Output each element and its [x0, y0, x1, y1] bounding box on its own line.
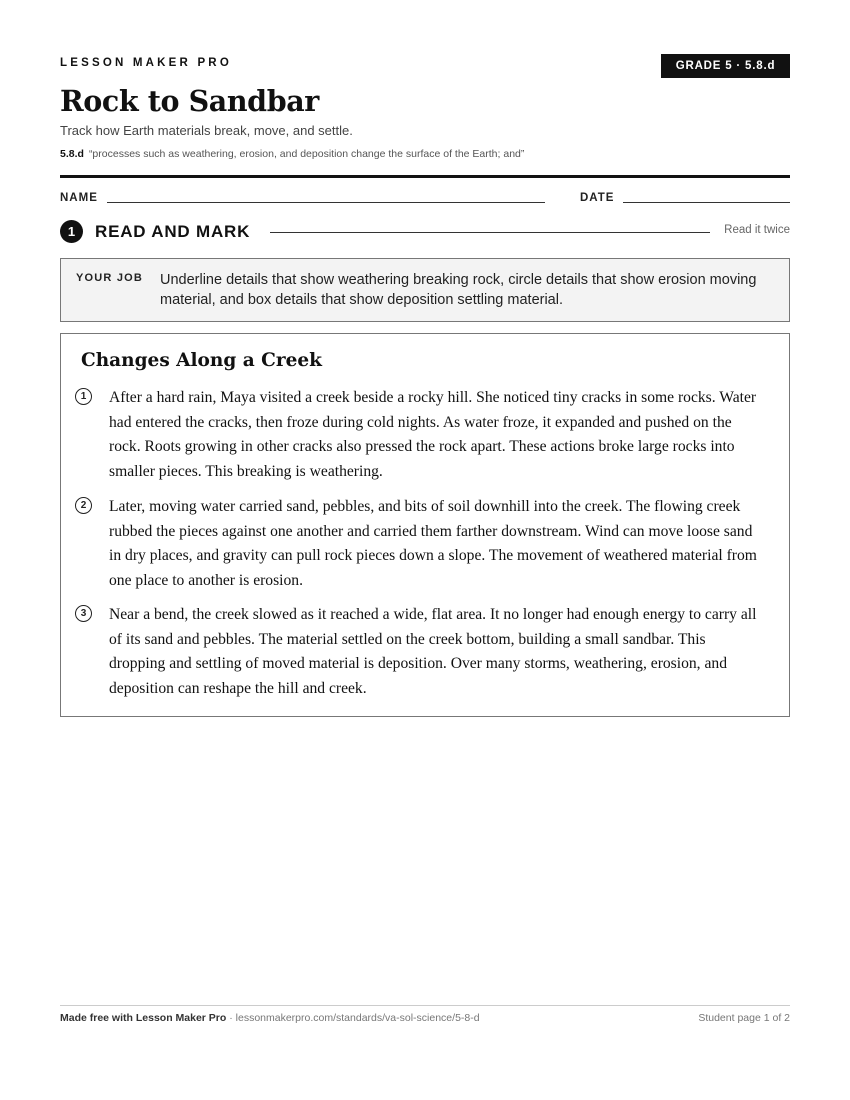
- section-title: READ AND MARK: [95, 222, 251, 241]
- standard-text: “processes such as weathering, erosion, and deposition change the surface of the Earth; and”: [88, 148, 525, 160]
- reading-passage: [60, 333, 790, 717]
- name-field[interactable]: [107, 202, 545, 203]
- standard-line: [60, 148, 524, 160]
- instruction-label: YOUR JOB: [76, 272, 144, 284]
- date-label: DATE: [580, 192, 615, 204]
- section-heading: [60, 220, 790, 244]
- section-number-badge: 1: [60, 220, 83, 243]
- date-field[interactable]: [623, 202, 790, 203]
- footer-made-with: Made free with Lesson Maker Pro: [60, 1012, 227, 1024]
- section-note: Read it twice: [724, 224, 790, 236]
- page-title: Rock to Sandbar: [60, 84, 319, 118]
- paragraph-number-badge: 2: [75, 497, 92, 514]
- instruction-text: Underline details that show weathering breaking rock, circle details that show erosion moving material, and box details that show deposition settling material.: [160, 272, 757, 308]
- header-divider: [60, 175, 790, 178]
- passage-title: Changes Along a Creek: [81, 350, 322, 371]
- footer-url: · lessonmakerpro.com/standards/va-sol-science/5-8-d: [226, 1012, 480, 1024]
- grade-badge: GRADE 5 · 5.8.d: [661, 54, 790, 78]
- paragraph-number-badge: 3: [75, 605, 92, 622]
- name-label: NAME: [60, 192, 98, 204]
- paragraph-text: After a hard rain, Maya visited a creek beside a rocky hill. She noticed tiny cracks in some rocks. Water had entered the cracks, then froze during cold nights. As water froze, it expanded and pushed on the rock. Roots growing in other cracks also pressed the rock apart. These actions broke large rocks into smaller pieces. This breaking is weathering.: [109, 389, 757, 480]
- standard-code: 5.8.d: [60, 148, 84, 160]
- paragraph-text: Near a bend, the creek slowed as it reached a wide, flat area. It no longer had enough energy to carry all of its sand and pebbles. The material settled on the creek bottom, building a small sandbar. This dropping and settling of moved material is deposition. Over many storms, weathering, erosion, and deposition can reshape the hill and creek.: [109, 606, 757, 697]
- worksheet-page: [60, 0, 790, 1100]
- instruction-box: [60, 258, 790, 322]
- footer-credit: [60, 1012, 480, 1024]
- brand-label: LESSON MAKER PRO: [60, 57, 232, 69]
- paragraph-text: Later, moving water carried sand, pebbles, and bits of soil downhill into the creek. The flowing creek rubbed the pieces against one another and carried them farther downstream. Wind can move loose sand in dry places, and gravity can pull rock pieces down a slope. The movement of weathered material from one place to another is erosion.: [109, 498, 757, 589]
- footer-page-label: Student page 1 of 2: [698, 1012, 790, 1024]
- paragraph-number-badge: 1: [75, 388, 92, 405]
- section-rule: [270, 232, 710, 233]
- footer-divider: [60, 1005, 790, 1006]
- name-date-row: [60, 192, 790, 208]
- page-subtitle: Track how Earth materials break, move, and settle.: [60, 123, 353, 138]
